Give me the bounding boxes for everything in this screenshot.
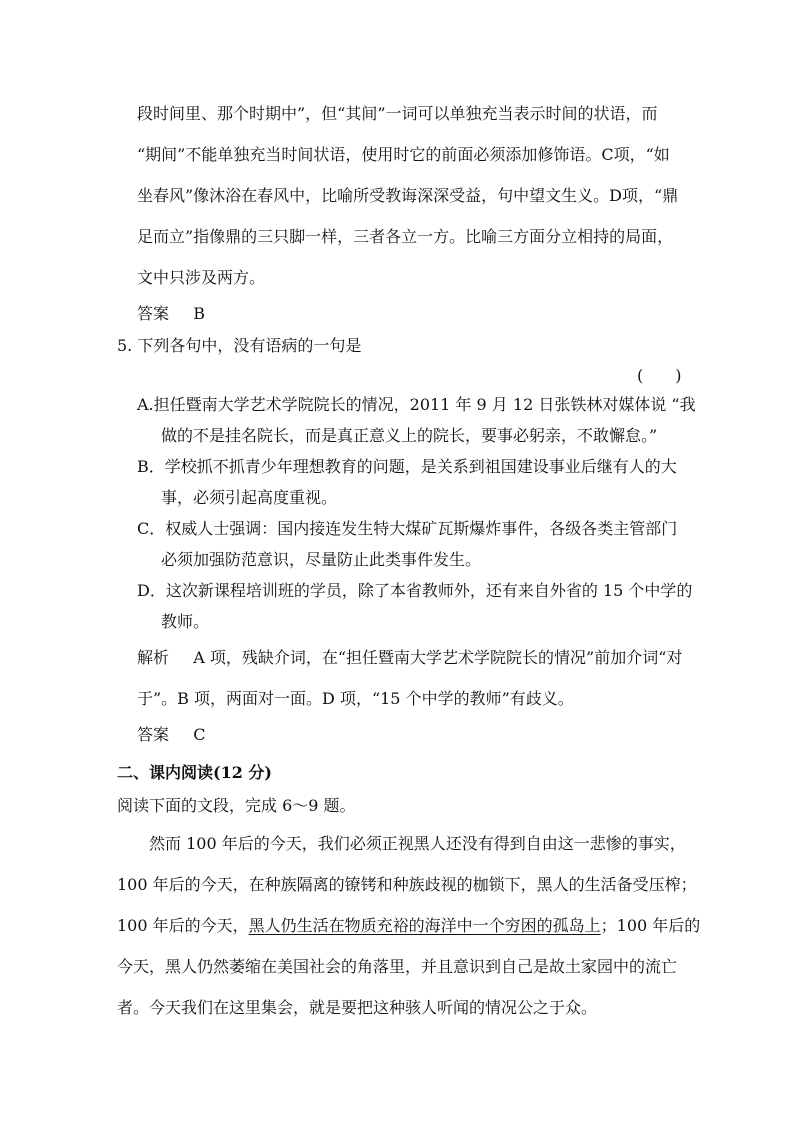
passage-line-2: 100 年后的今天，在种族隔离的镣铐和种族歧视的枷锁下，黑人的生活备受压榨；	[117, 875, 697, 894]
passage-line-3	[117, 916, 700, 936]
section-2-heading: 二、课内阅读(12 分)	[117, 763, 272, 782]
option-d-line-1: D．这次新课程培训班的学员，除了本省教师外，还有来自外省的 15 个中学的	[137, 581, 693, 600]
passage-line-3-start: 100 年后的今天，	[117, 916, 249, 935]
passage-line-5: 者。今天我们在这里集会，就是要把这种骇人听闻的情况公之于众。	[117, 998, 598, 1017]
explanation-q4-line-5: 文中只涉及两方。	[137, 268, 266, 287]
answer-q4	[137, 304, 205, 324]
option-b-line-1: B．学校抓不抓青少年理想教育的问题，是关系到祖国建设事业后继有人的大	[137, 457, 677, 476]
explanation-q4-line-1: 段时间里、那个时期中”，但“其间”一词可以单独充当表示时间的状语，而	[137, 104, 658, 123]
explanation-q4-line-3: 坐春风”像沐浴在春风中，比喻所受教诲深深受益，句中望文生义。D项，“鼎	[137, 186, 679, 205]
explanation-q5-text-1: A 项，残缺介词，在“担任暨南大学艺术学院院长的情况”前加介词“对	[193, 648, 683, 667]
explanation-q5-line-1	[137, 648, 682, 668]
passage-line-3-end: ；100 年后的	[600, 916, 701, 935]
option-c-line-1: C．权威人士强调：国内接连发生特大煤矿瓦斯爆炸事件，各级各类主管部门	[137, 519, 678, 538]
option-c-line-2: 必须加强防范意识，尽量防止此类事件发生。	[161, 550, 482, 569]
option-b-line-2: 事，必须引起高度重视。	[161, 488, 338, 507]
question-5-stem: 5. 下列各句中，没有语病的一句是	[117, 336, 362, 355]
answer-q5	[137, 725, 205, 745]
explanation-q4-line-4: 足而立”指像鼎的三只脚一样，三者各立一方。比喻三方面分立相持的局面，	[137, 227, 674, 246]
underlined-phrase: 黑人仍生活在物质充裕的海洋中一个穷困的孤岛上	[248, 916, 601, 935]
explanation-q5-label: 解析	[137, 648, 170, 667]
passage-line-4: 今天，黑人仍然萎缩在美国社会的角落里，并且意识到自己是故土家园中的流亡	[117, 957, 678, 976]
option-a-line-2: 做的不是挂名院长，而是真正意义上的院长，要事必躬亲，不敢懈怠。”	[161, 426, 658, 445]
option-d-line-2: 教师。	[161, 612, 210, 631]
explanation-q4-line-2: “期间”不能单独充当时间状语，使用时它的前面必须添加修饰语。C项，“如	[137, 145, 670, 164]
answer-q4-value: B	[193, 304, 205, 323]
option-a-line-1: A.担任暨南大学艺术学院院长的情况，2011 年 9 月 12 日张铁林对媒体说 “我	[137, 395, 696, 414]
answer-q5-value: C	[193, 725, 206, 744]
answer-q5-label: 答案	[137, 725, 170, 744]
answer-q4-label: 答案	[137, 304, 170, 323]
question-5-answer-bracket: ( )	[637, 366, 682, 385]
passage-line-1: 然而 100 年后的今天，我们必须正视黑人还没有得到自由这一悲惨的事实，	[149, 834, 686, 853]
explanation-q5-line-2: 于”。B 项，两面对一面。D 项，“15 个中学的教师”有歧义。	[137, 689, 574, 708]
section-2-instruction: 阅读下面的文段，完成 6～9 题。	[117, 796, 356, 815]
